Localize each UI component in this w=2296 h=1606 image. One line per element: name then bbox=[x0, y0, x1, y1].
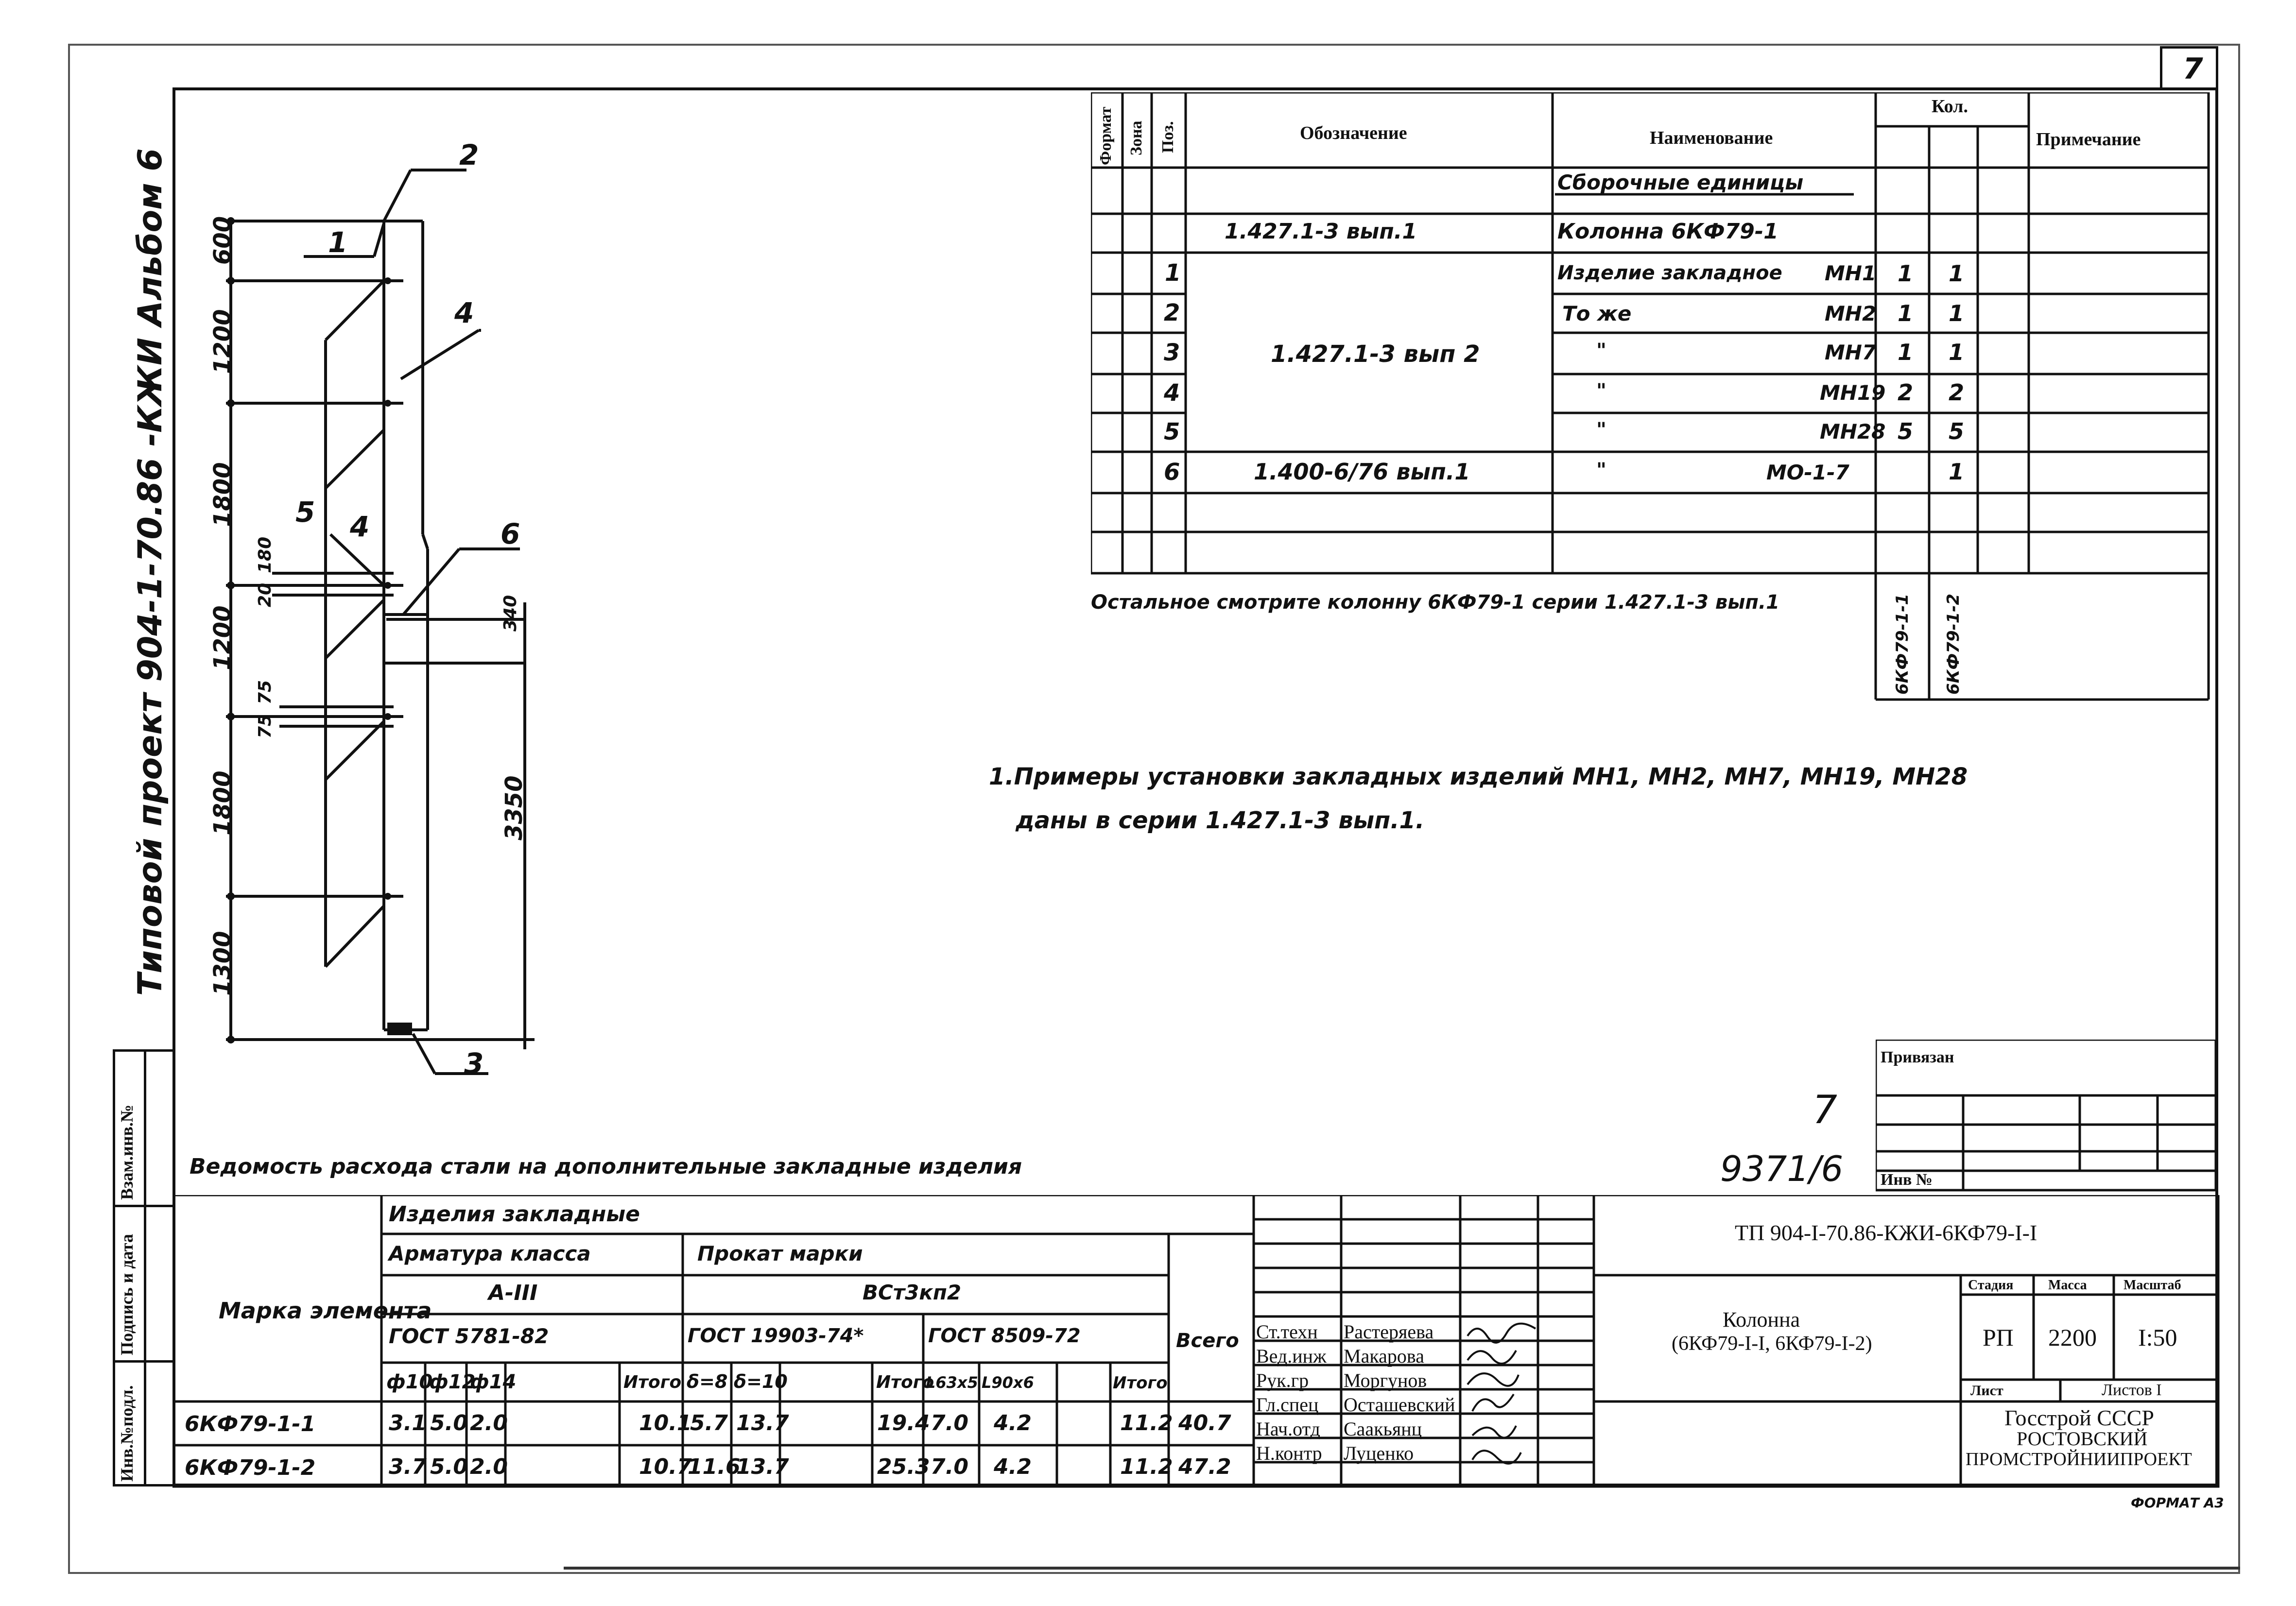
spec-header-format: Формат bbox=[1097, 106, 1115, 165]
spec-header-designation: Обозначение bbox=[1300, 123, 1407, 143]
signer-role-2: Вед.инж bbox=[1256, 1345, 1327, 1367]
steel-row1-v1: 5.0 bbox=[430, 1411, 468, 1435]
spec-row3-designation: 1.427.1-3 вып 2 bbox=[1271, 341, 1480, 368]
org-line-3: ПРОМСТРОЙНИИПРОЕКТ bbox=[1966, 1449, 2192, 1469]
spec-row5-q1: 5 bbox=[1898, 418, 1914, 444]
org-line-1: Госстрой СССР bbox=[2004, 1405, 2154, 1430]
steel-row1-v5: 5.7 bbox=[690, 1411, 728, 1435]
spec-row6-mark: МО-1-7 bbox=[1766, 461, 1849, 484]
steel-col-4: Итого bbox=[623, 1372, 682, 1392]
steel-col-1: ф12 bbox=[429, 1371, 476, 1393]
steel-col-8: Итого bbox=[876, 1372, 934, 1392]
spec-row4-q1: 2 bbox=[1898, 379, 1914, 406]
signer-name-1: Растеряева bbox=[1344, 1321, 1434, 1343]
spec-row4-pos: 4 bbox=[1164, 379, 1180, 407]
side-stamp-label-1: Инв.№подл. bbox=[117, 1385, 137, 1482]
dim-600: 600 bbox=[209, 216, 236, 265]
title-block bbox=[1594, 1195, 2218, 1486]
steel-col-12: Итого bbox=[1113, 1373, 1168, 1393]
scan-line bbox=[564, 1567, 2240, 1570]
note-line-1: 1.Примеры установки закладных изделий МН1, МН2, МН7, МН19, МН28 bbox=[989, 763, 1968, 790]
dim-75b: 75 bbox=[255, 680, 275, 704]
doc-code: ТП 904-I-70.86-КЖИ-6КФ79-I-I bbox=[1735, 1220, 2037, 1245]
spec-row3-name: " bbox=[1596, 340, 1606, 362]
handwritten-archive: 9371/6 bbox=[1720, 1148, 1844, 1189]
spec-row0-name: Колонна 6КФ79-1 bbox=[1557, 219, 1778, 244]
spec-row2-mark: МН2 bbox=[1825, 302, 1877, 325]
spec-section-title: Сборочные единицы bbox=[1557, 171, 1804, 194]
steel-row2-v9: 7.0 bbox=[931, 1454, 968, 1479]
mass-value: 2200 bbox=[2048, 1324, 2097, 1351]
steel-row1-v9: 7.0 bbox=[931, 1411, 968, 1435]
dim-20: 20 bbox=[255, 582, 275, 607]
steel-mark-header-1: Марка элемента bbox=[219, 1298, 432, 1324]
steel-rebar-header: Арматура класса bbox=[389, 1242, 591, 1265]
callout-4-mid: 4 bbox=[350, 510, 370, 543]
spec-row4-name: " bbox=[1596, 380, 1606, 402]
spec-row2-name: То же bbox=[1562, 302, 1632, 325]
spec-header-note: Примечание bbox=[2036, 129, 2141, 150]
spec-row6-name: " bbox=[1596, 459, 1606, 481]
format-label: ФОРМАТ А3 bbox=[2131, 1495, 2224, 1511]
dim-1300: 1300 bbox=[209, 931, 236, 996]
signer-name-6: Луценко bbox=[1344, 1442, 1414, 1464]
signer-name-5: Саакьянц bbox=[1344, 1418, 1422, 1440]
inv-label: Инв № bbox=[1881, 1171, 1933, 1189]
spec-row5-mark: МН28 bbox=[1820, 420, 1886, 444]
spec-variant-1: 6КФ79-1-1 bbox=[1893, 593, 1912, 695]
steel-col-9: L63х5 bbox=[926, 1373, 978, 1392]
steel-row1-total: 40.7 bbox=[1178, 1411, 1231, 1435]
spec-row3-mark: МН7 bbox=[1825, 341, 1877, 364]
signer-name-2: Макарова bbox=[1344, 1345, 1425, 1367]
spec-variant-2: 6КФ79-1-2 bbox=[1944, 593, 1963, 695]
spec-row2-q1: 1 bbox=[1898, 300, 1914, 326]
spec-footnote: Остальное смотрите колонну 6КФ79-1 серии 1.427.1-3 вып.1 bbox=[1091, 591, 1780, 614]
steel-row1-mark: 6КФ79-1-1 bbox=[185, 1412, 316, 1436]
steel-group-header: Изделия закладные bbox=[389, 1202, 640, 1227]
steel-title: Ведомость расхода стали на дополнительные закладные изделия bbox=[190, 1154, 1022, 1179]
spec-row6-designation: 1.400-6/76 вып.1 bbox=[1254, 459, 1470, 485]
signer-name-4: Осташевский bbox=[1344, 1394, 1455, 1416]
steel-col-5: δ=8 bbox=[687, 1371, 728, 1392]
steel-col-6: δ=10 bbox=[734, 1371, 788, 1392]
dim-1200-top: 1200 bbox=[209, 309, 236, 374]
signer-role-3: Рук.гр bbox=[1256, 1369, 1309, 1391]
steel-row2-v1: 5.0 bbox=[430, 1454, 468, 1479]
steel-row1-v12: 11.2 bbox=[1120, 1411, 1173, 1435]
dim-1800-top: 1800 bbox=[209, 462, 236, 527]
spec-row5-pos: 5 bbox=[1164, 418, 1180, 445]
spec-row3-q1: 1 bbox=[1898, 339, 1914, 365]
spec-row1-pos: 1 bbox=[1165, 259, 1181, 287]
steel-row1-v2: 2.0 bbox=[470, 1411, 508, 1435]
steel-row2-v0: 3.7 bbox=[389, 1454, 427, 1479]
sheet-label: Лист bbox=[1970, 1383, 2003, 1399]
callout-1: 1 bbox=[328, 226, 348, 259]
side-project-label: Типовой проект 904-1-70.86 -КЖИ Альбом 6 bbox=[131, 148, 170, 996]
note-line-2: даны в серии 1.427.1-3 вып.1. bbox=[1016, 807, 1425, 834]
object-name: Колонна bbox=[1723, 1308, 1800, 1332]
signature-block bbox=[1254, 1195, 1594, 1486]
spec-header-name: Наименование bbox=[1650, 128, 1773, 148]
spec-row6-pos: 6 bbox=[1164, 459, 1180, 486]
spec-row6-q2: 1 bbox=[1949, 459, 1965, 485]
steel-col-0: ф10 bbox=[386, 1371, 433, 1393]
spec-row2-pos: 2 bbox=[1164, 299, 1180, 326]
steel-rolled-gost1: ГОСТ 19903-74* bbox=[688, 1325, 864, 1347]
scale-label: Масштаб bbox=[2123, 1278, 2181, 1293]
spec-row1-q1: 1 bbox=[1898, 260, 1914, 287]
dim-1200-mid: 1200 bbox=[209, 605, 236, 670]
spec-row1-mark: МН1 bbox=[1825, 261, 1877, 285]
spec-row5-name: " bbox=[1596, 419, 1606, 441]
spec-row3-pos: 3 bbox=[1164, 339, 1180, 366]
bound-label: Привязан bbox=[1881, 1048, 1954, 1066]
steel-row2-v2: 2.0 bbox=[470, 1454, 508, 1479]
steel-row2-v10: 4.2 bbox=[994, 1454, 1032, 1479]
side-stamp-label-2: Подпись и дата bbox=[117, 1234, 137, 1355]
spec-row0-designation: 1.427.1-3 вып.1 bbox=[1225, 219, 1417, 244]
steel-rebar-class: А-III bbox=[488, 1281, 538, 1305]
mass-label: Масса bbox=[2048, 1278, 2087, 1293]
steel-total-header: Всего bbox=[1176, 1330, 1239, 1352]
callout-2: 2 bbox=[459, 138, 479, 171]
spec-row2-q2: 1 bbox=[1949, 300, 1965, 326]
dim-340: 340 bbox=[501, 595, 520, 632]
spec-row3-q2: 1 bbox=[1949, 339, 1965, 365]
spec-row4-mark: МН19 bbox=[1820, 381, 1886, 405]
signer-role-5: Нач.отд bbox=[1256, 1418, 1320, 1440]
sheets-label: Листов I bbox=[2102, 1381, 2162, 1399]
signer-role-1: Ст.техн bbox=[1256, 1321, 1318, 1343]
steel-row2-v12: 11.2 bbox=[1120, 1454, 1173, 1479]
handwritten-sheet: 7 bbox=[1813, 1087, 1837, 1132]
spec-header-pos: Поз. bbox=[1159, 121, 1177, 153]
scale-value: I:50 bbox=[2138, 1324, 2177, 1351]
signer-name-3: Моргунов bbox=[1344, 1369, 1427, 1391]
steel-col-10: L90х6 bbox=[982, 1373, 1034, 1392]
callout-4-top: 4 bbox=[454, 296, 474, 329]
spec-header-zone: Зона bbox=[1127, 120, 1145, 155]
callout-3: 3 bbox=[464, 1047, 484, 1080]
org-line-2: РОСТОВСКИЙ bbox=[2017, 1428, 2148, 1450]
steel-row1-v10: 4.2 bbox=[994, 1411, 1032, 1435]
callout-6: 6 bbox=[501, 517, 520, 550]
steel-col-2: ф14 bbox=[470, 1371, 517, 1393]
spec-row1-q2: 1 bbox=[1949, 260, 1965, 287]
steel-rolled-header: Прокат марки bbox=[697, 1242, 863, 1265]
page-number: 7 bbox=[2183, 52, 2203, 86]
dim-3350: 3350 bbox=[501, 775, 528, 840]
spec-row5-q2: 5 bbox=[1949, 418, 1965, 444]
steel-row2-total: 47.2 bbox=[1178, 1454, 1231, 1479]
spec-row4-q2: 2 bbox=[1949, 379, 1965, 406]
dim-180: 180 bbox=[255, 536, 275, 573]
steel-rolled-grade: ВСт3кп2 bbox=[863, 1281, 962, 1304]
signer-role-6: Н.контр bbox=[1256, 1442, 1322, 1464]
stage-value: РП bbox=[1983, 1324, 2014, 1351]
object-variants: (6КФ79-I-I, 6КФ79-I-2) bbox=[1672, 1333, 1872, 1355]
side-stamp-label-3: Взам.инв.№ bbox=[117, 1104, 137, 1200]
steel-row2-v5: 11.6 bbox=[688, 1454, 741, 1479]
steel-row2-mark: 6КФ79-1-2 bbox=[185, 1455, 316, 1480]
dim-1800-low: 1800 bbox=[209, 770, 236, 836]
steel-row2-v8: 25.3 bbox=[877, 1454, 930, 1479]
signer-role-4: Гл.спец bbox=[1256, 1394, 1319, 1416]
spec-row1-name: Изделие закладное bbox=[1557, 262, 1782, 284]
steel-rolled-gost2: ГОСТ 8509-72 bbox=[928, 1325, 1081, 1347]
bound-block bbox=[1876, 1040, 2216, 1190]
steel-row1-v6: 13.7 bbox=[736, 1411, 789, 1435]
steel-row2-v6: 13.7 bbox=[736, 1454, 789, 1479]
steel-table bbox=[173, 1195, 1254, 1486]
signature-scribbles bbox=[1254, 1195, 1594, 1486]
steel-rebar-gost: ГОСТ 5781-82 bbox=[389, 1324, 549, 1348]
steel-row1-v0: 3.1 bbox=[389, 1411, 427, 1435]
dim-75a: 75 bbox=[255, 714, 275, 738]
stage-label: Стадия bbox=[1968, 1278, 2014, 1293]
steel-row2-v4: 10.7 bbox=[639, 1454, 692, 1479]
callout-5: 5 bbox=[295, 495, 315, 529]
spec-header-qty: Кол. bbox=[1932, 96, 1968, 117]
steel-row1-v8: 19.4 bbox=[877, 1411, 930, 1435]
steel-row1-v4: 10.1 bbox=[639, 1411, 692, 1435]
